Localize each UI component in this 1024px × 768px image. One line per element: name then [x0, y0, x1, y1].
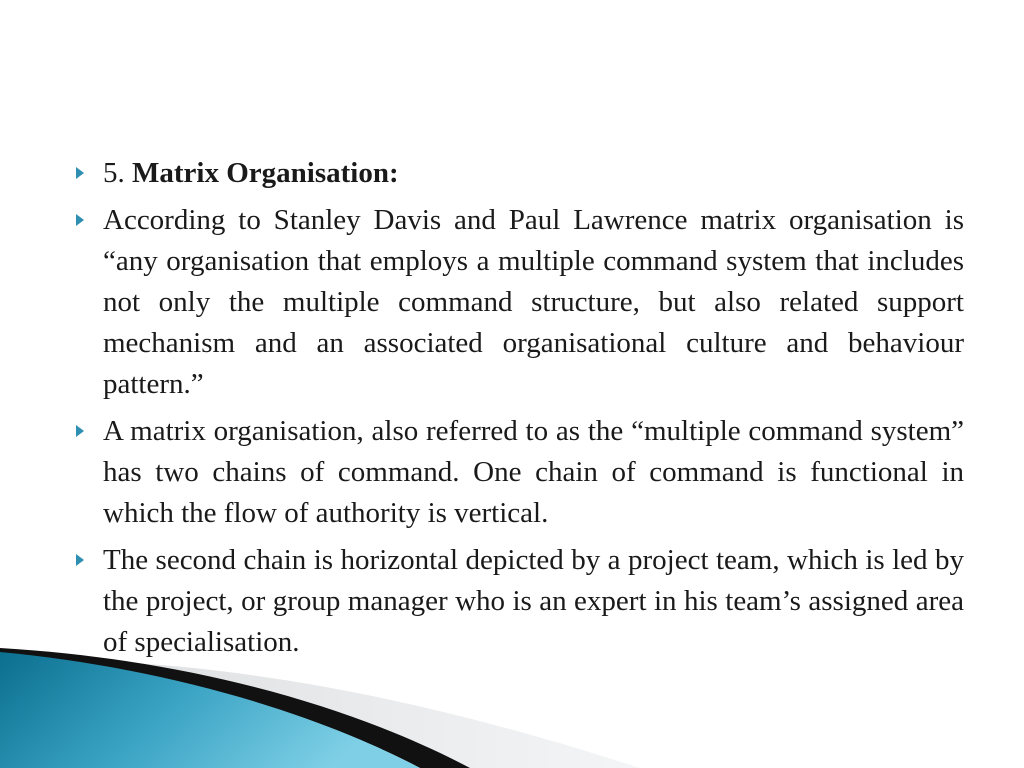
slide-content — [72, 153, 964, 669]
bullet-item — [72, 411, 964, 534]
right-triangle-bullet-icon — [76, 425, 84, 437]
right-triangle-bullet-icon — [76, 167, 84, 179]
bullet-item — [72, 540, 964, 663]
heading-title: Matrix Organisation: — [132, 157, 399, 189]
bullet-heading — [72, 153, 964, 194]
bullet-text: A matrix organisation, also referred to as the “multiple command system” has two chains of command. One chain of command is functional in which the flow of authority is vertical. — [103, 415, 964, 529]
bullet-item — [72, 200, 964, 405]
bullet-text: According to Stanley Davis and Paul Lawrence matrix organisation is “any organisation that employs a multiple command system that includes not only the multiple command structure, but also related support mechanism and an associated organisational culture and behaviour pattern.” — [103, 204, 964, 400]
bullet-text: The second chain is horizontal depicted by a project team, which is led by the project, or group manager who is an expert in his team’s assigned area of specialisation. — [103, 544, 964, 658]
bullet-list — [72, 153, 964, 663]
heading-number: 5. — [103, 157, 125, 189]
right-triangle-bullet-icon — [76, 214, 84, 226]
right-triangle-bullet-icon — [76, 554, 84, 566]
